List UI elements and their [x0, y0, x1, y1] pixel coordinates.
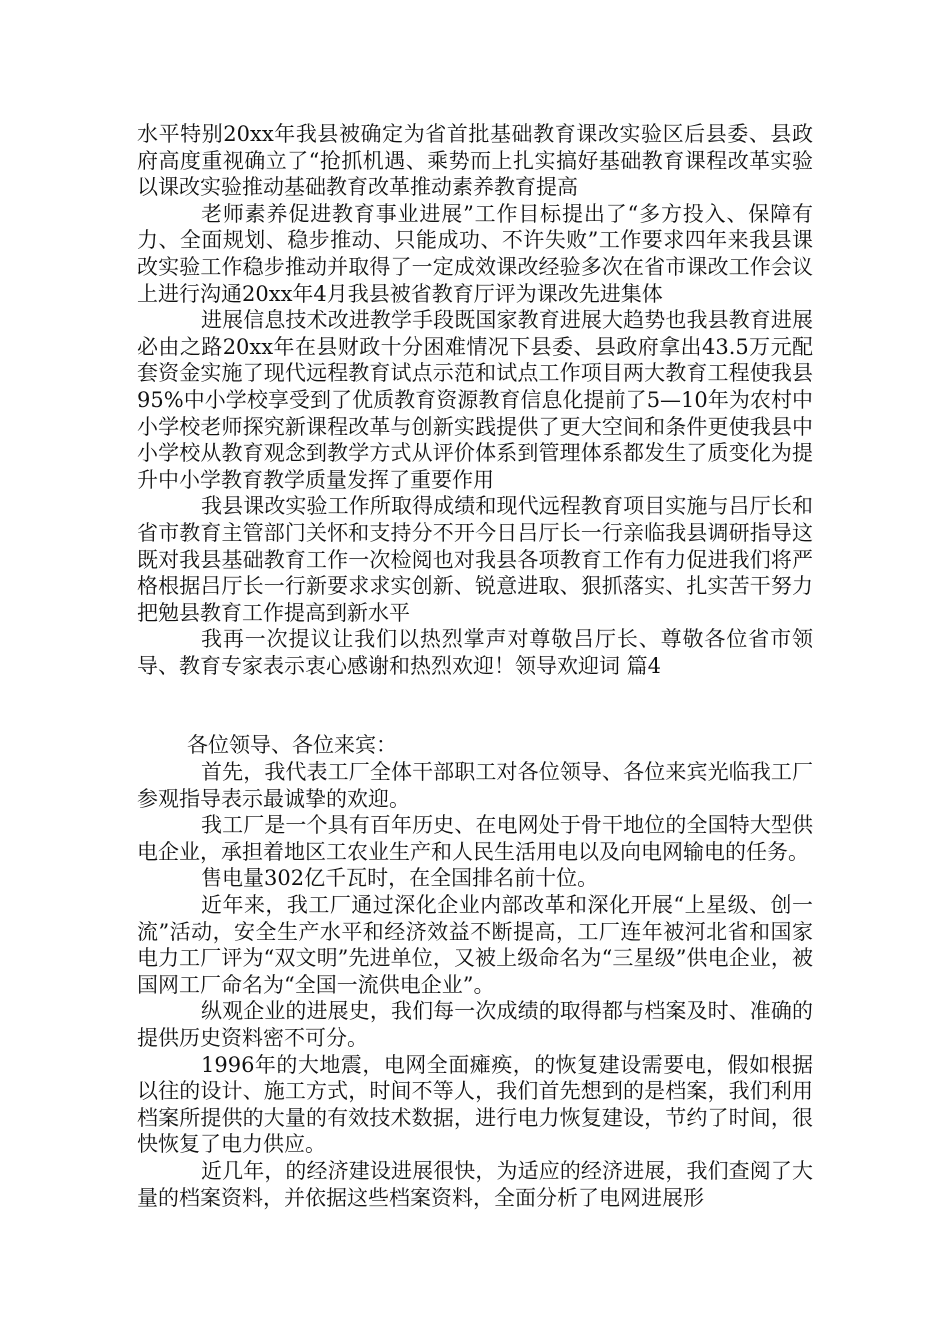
paragraph: 我县课改实验工作所取得成绩和现代远程教育项目实施与吕厅长和省市教育主管部门关怀和支持分不开今日吕厅长一行亲临我县调研指导这既对我县基础教育工作一次检阅也对我县各项教育工作有力促进我们将严格根据吕厅长一行新要求求实创新、锐意进取、狠抓落实、扎实苦干努力把勉县教育工作提高到新水平 — [137, 494, 813, 625]
paragraph: 我再一次提议让我们以热烈掌声对尊敬吕厅长、尊敬各位省市领导、教育专家表示衷心感谢和热烈欢迎！领导欢迎词 篇4 — [137, 627, 813, 678]
paragraph: 首先，我代表工厂全体干部职工对各位领导、各位来宾光临我工厂参观指导表示最诚挚的欢迎。 — [137, 760, 813, 811]
paragraph: 近年来，我工厂通过深化企业内部改革和深化开展“上星级、创一流”活动，安全生产水平和经济效益不断提高，工厂连年被河北省和国家电力工厂评为“双文明”先进单位，又被上级命名为“三星级”供电企业，被国网工厂命名为“全国一流供电企业”。 — [137, 893, 813, 997]
paragraph: 1996年的大地震，电网全面瘫痪，的恢复建设需要电，假如根据以往的设计、施工方式，时间不等人，我们首先想到的是档案，我们利用档案所提供的大量的有效技术数据，进行电力恢复建设，节约了时间，很快恢复了电力供应。 — [137, 1052, 813, 1157]
paragraph: 进展信息技术改进教学手段既国家教育进展大趋势也我县教育进展必由之路20xx年在县财政十分困难情况下县委、县政府拿出43.5万元配套资金实施了现代远程教育试点示范和试点工作项目两大教育工程使我县95%中小学校享受到了优质教育资源教育信息化提前了5—10年为农村中小学校老师探究新课程改革与创新实践提供了更大空间和条件更使我县中小学校从教育观念到教学方式从评价体系到管理体系都发生了质变化为提升中小学教育教学质量发挥了重要作用 — [137, 308, 813, 492]
salutation: 各位领导、各位来宾： — [187, 733, 397, 758]
document-body — [137, 121, 813, 1211]
paragraph: 近几年，的经济建设进展很快，为适应的经济进展，我们查阅了大量的档案资料，并依据这些档案资料，全面分析了电网进展形 — [137, 1158, 813, 1210]
paragraph: 老师素养促进教育事业进展”工作目标提出了“多方投入、保障有力、全面规划、稳步推动、只能成功、不许失败”工作要求四年来我县课改实验工作稳步推动并取得了一定成效课改经验多次在省市课改工作会议上进行沟通20xx年4月我县被省教育厅评为课改先进集体 — [137, 201, 813, 306]
paragraph: 我工厂是一个具有百年历史、在电网处于骨干地位的全国特大型供电企业，承担着地区工农业生产和人民生活用电以及向电网输电的任务。 — [137, 813, 813, 864]
section-gap — [137, 679, 813, 732]
paragraph: 售电量302亿千瓦时，在全国排名前十位。 — [201, 866, 599, 891]
paragraph: 纵观企业的进展史，我们每一次成绩的取得都与档案及时、准确的提供历史资料密不可分。 — [137, 999, 813, 1050]
paragraph-continuation: 水平特别20xx年我县被确定为省首批基础教育课改实验区后县委、县政府高度重视确立了“抢抓机遇、乘势而上扎实搞好基础教育课程改革实验以课改实验推动基础教育改革推动素养教育提高 — [137, 122, 813, 200]
